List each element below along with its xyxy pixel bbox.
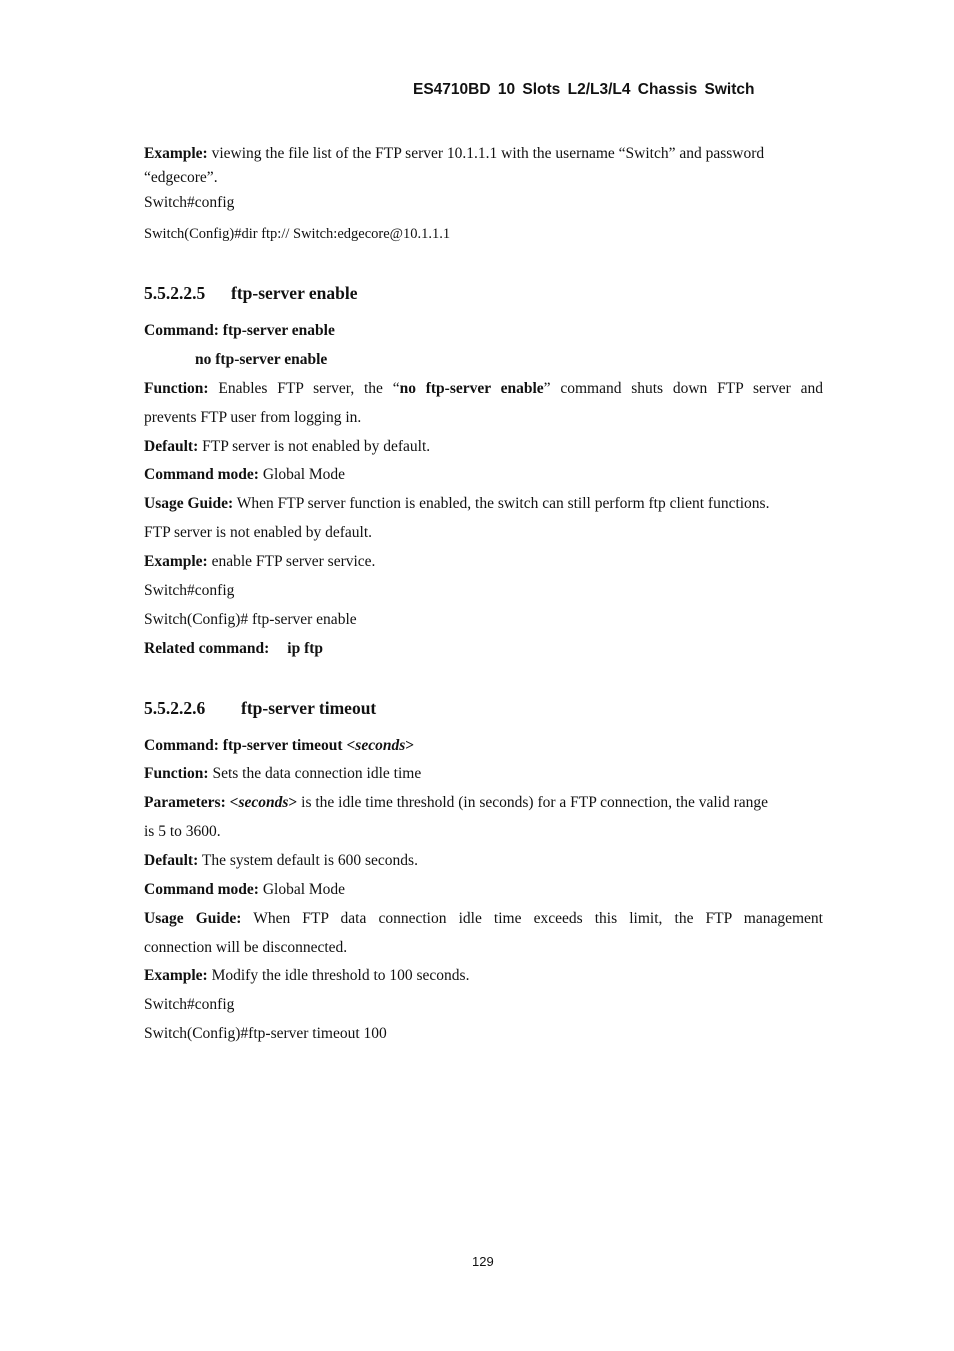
function-label: Function: — [144, 380, 209, 397]
function-text: Enables FTP server, the “ — [208, 380, 400, 397]
function-text: ” command shuts down FTP server and — [543, 380, 823, 397]
prev-example-continuation: “edgecore”. — [144, 169, 218, 186]
section-title: ftp-server timeout — [241, 698, 377, 718]
default-label: Default: — [144, 852, 199, 869]
default-text: The system default is 600 seconds. — [198, 852, 418, 869]
command-line — [144, 737, 414, 756]
params-end: > — [288, 794, 298, 811]
page-header-title: ES4710BD 10 Slots L2/L3/L4 Chassis Switch — [413, 81, 755, 98]
code-line: Switch(Config)# ftp-server enable — [144, 611, 357, 628]
section-number: 5.5.2.2.6 — [144, 698, 206, 718]
prev-example-line — [144, 145, 764, 164]
usage-line — [144, 495, 769, 514]
example-label: Example: — [144, 145, 208, 162]
command-end: > — [405, 737, 415, 754]
mode-line — [144, 881, 345, 900]
function-continuation: prevents FTP user from logging in. — [144, 409, 362, 426]
code-line: Switch#config — [144, 194, 235, 211]
command-label: Command: ftp-server timeout < — [144, 737, 356, 754]
command-no-line: no ftp-server enable — [195, 351, 328, 368]
code-line: Switch(Config)#ftp-server timeout 100 — [144, 1025, 387, 1042]
example-label: Example: — [144, 553, 208, 570]
mode-label: Command mode: — [144, 881, 259, 898]
function-label: Function: — [144, 765, 209, 782]
params-label: Parameters: < — [144, 794, 239, 811]
usage-text: When FTP data connection idle time exceeds this limit, the FTP management — [241, 910, 823, 927]
function-line — [144, 380, 823, 399]
section-title: ftp-server enable — [231, 283, 358, 303]
mode-label: Command mode: — [144, 466, 259, 483]
function-bold-command: no ftp-server enable — [399, 380, 544, 397]
usage-line — [144, 910, 823, 929]
example-line — [144, 553, 375, 572]
parameters-continuation: is 5 to 3600. — [144, 823, 221, 840]
section-number: 5.5.2.2.5 — [144, 283, 206, 303]
params-text: is the idle time threshold (in seconds) for a FTP connection, the valid range — [297, 794, 769, 811]
section-heading-ftp-server-timeout — [144, 698, 376, 719]
mode-line — [144, 466, 345, 485]
related-label: Related command: — [144, 640, 270, 657]
mode-text: Global Mode — [258, 466, 346, 483]
mode-text: Global Mode — [258, 881, 346, 898]
related-command: ip ftp — [287, 640, 324, 657]
code-line: Switch(Config)#dir ftp:// Switch:edgecore@10.1.1.1 — [144, 226, 451, 242]
command-param: seconds — [355, 737, 406, 754]
usage-label: Usage Guide: — [144, 495, 234, 512]
function-text: Sets the data connection idle time — [208, 765, 422, 782]
parameters-line — [144, 794, 768, 813]
default-label: Default: — [144, 438, 199, 455]
code-line: Switch#config — [144, 996, 235, 1013]
page-number: 129 — [472, 1254, 494, 1269]
usage-text: When FTP server function is enabled, the switch can still perform ftp client functions. — [233, 495, 770, 512]
example-text: Modify the idle threshold to 100 seconds. — [207, 967, 470, 984]
function-line — [144, 765, 421, 784]
example-text: viewing the file list of the FTP server 10.1.1.1 with the username “Switch” and password — [207, 145, 765, 162]
section-heading-ftp-server-enable — [144, 283, 358, 304]
params-param: seconds — [238, 794, 289, 811]
example-label: Example: — [144, 967, 208, 984]
code-line: Switch#config — [144, 582, 235, 599]
usage-continuation: FTP server is not enabled by default. — [144, 524, 372, 541]
example-text: enable FTP server service. — [207, 553, 376, 570]
default-line — [144, 438, 430, 457]
usage-label: Usage Guide: — [144, 910, 242, 927]
default-line — [144, 852, 418, 871]
usage-continuation: connection will be disconnected. — [144, 939, 348, 956]
example-line — [144, 967, 469, 986]
default-text: FTP server is not enabled by default. — [198, 438, 431, 455]
related-command-line — [144, 640, 323, 659]
command-line: Command: ftp-server enable — [144, 322, 335, 339]
